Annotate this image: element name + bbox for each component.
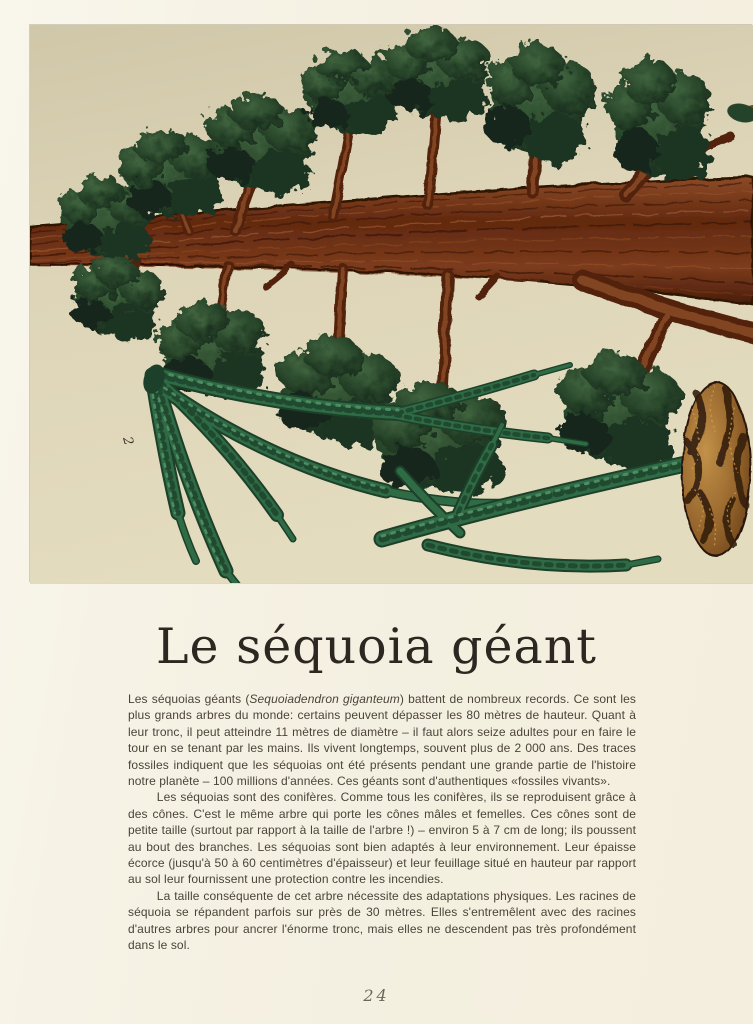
sequoia-cone <box>682 382 750 556</box>
paragraph-3: La taille conséquente de cet arbre nécessite des adaptations physiques. Les racines de séquoia se répandent parfois sur près de 30 mètres. Elles s'entremêlent avec des racines d'autres arbres pour ancrer l'énorme tronc, mais elles ne descendent pas très profondément dans le sol. <box>128 888 636 953</box>
paragraph-1-text: Les séquoias géants ( <box>128 692 250 706</box>
botanical-plate <box>30 25 753 583</box>
figure-label-1: 1 <box>120 306 137 319</box>
species-name: Sequoiadendron giganteum <box>249 692 400 706</box>
paragraph-1-continued: ) battent de nombreux records. Ce sont les plus grands arbres du monde: certains peuvent dépasser les 80 mètres de hauteur. Quant à leur tronc, il peut atteindre 11 mètres de diamètre – il faut alors seize adultes pour en faire le tour en se tenant par les mains. Ils vivent longtemps, souvent plus de 2 000 ans. Des traces fossiles indiquent que les séquoias ont été présents pendant une grande partie de l'histoire notre planète – 100 millions d'années. Ces géants sont d'authentiques «fossiles vivants». <box>128 692 637 789</box>
page-number: 24 <box>363 986 390 1005</box>
article-body <box>128 691 636 954</box>
paragraph-1 <box>128 691 636 789</box>
page-title: Le séquoia géant <box>156 618 597 675</box>
figure-label-2: 2 <box>119 435 136 448</box>
paragraph-2: Les séquoias sont des conifères. Comme tous les conifères, ils se reproduisent grâce à des cônes. C'est le même arbre qui porte les cônes mâles et femelles. Ces cônes sont de petite taille (surtout par rapport à la taille de l'arbre !) – environ 5 à 7 cm de long; ils poussent au bout des branches. Les séquoias sont bien adaptés à leur environnement. Leur épaisse écorce (jusqu'à 50 à 60 centimètres d'épaisseur) et leur feuillage situé en hauteur par rapport au sol leur fournissent une protection contre les incendies. <box>128 790 636 887</box>
sequoia-illustration <box>30 25 753 583</box>
